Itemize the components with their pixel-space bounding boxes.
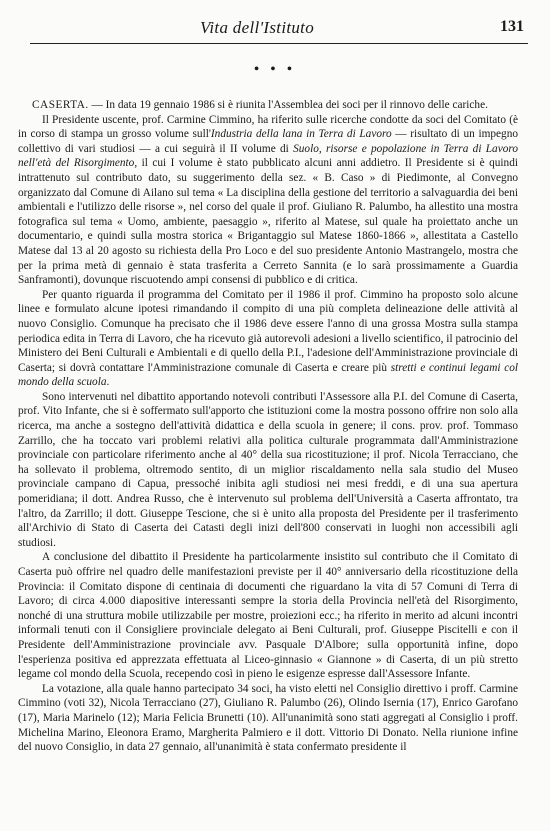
running-title: Vita dell'Istituto (199, 18, 314, 37)
italic-title: Suolo, risorse e popolazione in Terra di Lavoro nell'età del Risorgimento (18, 142, 518, 170)
paragraph-program-1986 (18, 288, 518, 390)
text-run: A conclusione del dibattito il Presidente ha particolarmente insistito sul contributo che il Comitato di Caserta può offrire nel quadro delle manifestazioni previste per il 40° anniversario della ricostituzione della Provincia: il Comitato dispone di centinaia di documenti che riguardano la vita di 57 Comuni di Terra di Lavoro; di circa 4.000 diapositive interessanti sempre la storia della Provincia nell'età del Risorgimento, nonché di una struttura mobile utilizzabile per mostre, proiezioni ecc.; ha riferito in merito ad alcuni incontri informali tenuti con il Consigliere provinciale delegato ai Beni Culturali, prof. Giuseppe Piscitelli e con il Presidente dell'Amministrazione provinciale avv. Pasquale D'Albore; sulla opportunità infine, dopo l'esperienza positiva ed apprezzata effettuata al Liceo-ginnasio « Giannone » di Caserta, di un più stretto legame col mondo della Scuola, recependo così in pieno le esigenze espresse dall'Assessore Infante. (18, 551, 518, 681)
text-run: . (106, 376, 110, 389)
paragraph-caserta (18, 98, 518, 113)
text-run: — risultato di un impegno collettivo di vari studiosi — a cui seguirà il II volume di (18, 128, 518, 155)
article-body (18, 98, 518, 755)
text-run: , il cui I volume è stato pubblicato alcuni anni addietro. Il Presidente si è quindi intrattenuto sul contributo dato, su suggerimento della sez. « B. Caso » di Piedimonte, al Convegno organizzato dal Comune di Ailano sul tema « La disciplina della gestione del territorio a salvaguardia dei beni ambientali e l'utilizzo delle risorse », nel corso del quale il prof. Giuliano R. Palumbo, ha allestito una mostra fotografica sul tema « Uomo, ambiente, paesaggio », riferito al Matese, sul quale ha proiettato anche un documentario, e quindi sulla mostra storica « Brigantaggio sul Matese 1860-1866 », allestitata a Castello Matese dal 13 al 20 agosto su richiesta della Pro Loco e del suo presidente Antonio Mastrangelo, mostra che per la prima metà di gennaio è stata trasferita a Cerreto Sannita (e lo sarà prossimamente a Guardia Sanframonti), dovunque riscuotendo ampi consensi di pubblico e di critica. (18, 157, 518, 287)
paragraph-conclusion (18, 550, 518, 681)
text-run: Il Presidente uscente, prof. Carmine Cimmino, ha riferito sulle ricerche condotte da soci del Comitato (è in corso di stampa un grosso volume sull' (18, 113, 518, 141)
paragraph-text: — In data 19 gennaio 1986 si è riunita l'Assemblea dei soci per il rinnovo delle cariche. (88, 99, 488, 111)
place-heading: CASERTA. (32, 99, 89, 111)
section-divider-dots: • • • (254, 62, 296, 77)
text-run: Per quanto riguarda il programma del Comitato per il 1986 il prof. Cimmino ha proposto solo alcune linee e formulato alcune ipotesi rimandando il compito di una più completa delineazione delle attività al nuovo Consiglio. Comunque ha precisato che il 1986 deve essere l'anno di una grossa Mostra sulla stampa periodica edita in Terra di Lavoro, che ha ricevuto già autorevoli adesioni a livello scientifico, il patrocinio del Ministero dei Beni Culturali e Ambientali e di quello della P.I., l'adesione dell'Amministrazione provinciale di Caserta; si dovrà contattare l'Amministrazione comunale di Caserta e creare più (18, 288, 518, 374)
paragraph-debate (18, 390, 518, 551)
header-rule (30, 43, 528, 44)
text-run: Sono intervenuti nel dibattito apportando notevoli contributi l'Assessore alla P.I. del Comune di Caserta, prof. Vito Infante, che si è soffermato sull'apporto che istituzioni come la mostra possono offrire non solo alla ricerca, ma anche a sostegno dell'attività didattica e della scuola in genere; il cons. prov. prof. Tommaso Zarrillo, che ha toccato vari problemi relativi alla politica culturale programmata dall'Amministrazione provinciale con particolare riferimento anche al 40° della sua ricostituzione; il prof. Nicola Terracciano, che ha sollevato il problema, oltremodo sentito, di un miglior riscaldamento nella sala studio del Museo provinciale campano di Capua, pressoché inibita agli studiosi nei mesi freddi, e di una sua apertura pomeridiana; il dott. Andrea Russo, che è intervenuto sul problema dell'Università a Caserta affrontato, tra l'altro, da Zarrillo; il dott. Giuseppe Tescione, che si è unito alla proposta del Presidente per il trasferimento all'Archivio di Stato di Caserta dei Catasti degli inizi dell'800 conservati in luoghi non accessibili agli studiosi. (18, 390, 518, 549)
paragraph-president-report (18, 113, 518, 288)
text-run: La votazione, alla quale hanno partecipato 34 soci, ha visto eletti nel Consiglio direttivo i proff. Carmine Cimmino (voti 32), Nicola Terracciano (27), Giuliano R. Palumbo (26), Olindo Isernia (17), Enrico Garofano (17), Maria Marinelo (12); Maria Felicia Brunetti (10). All'unanimità sono stati aggregati al Consiglio i proff. Michelina Marino, Eleonora Eramo, Margherita Palmiero e il dott. Vittorio Di Donato. Nella riunione infine del nuovo Consiglio, in data 27 gennaio, all'unanimità è stata confermato presidente il (18, 682, 518, 754)
page-number: 131 (500, 18, 524, 35)
italic-title: Industria della lana in Terra di Lavoro (210, 128, 392, 141)
italic-phrase: stretti e continui legami col mondo della scuola (18, 361, 519, 389)
paragraph-vote (18, 682, 518, 755)
running-head (30, 18, 524, 40)
